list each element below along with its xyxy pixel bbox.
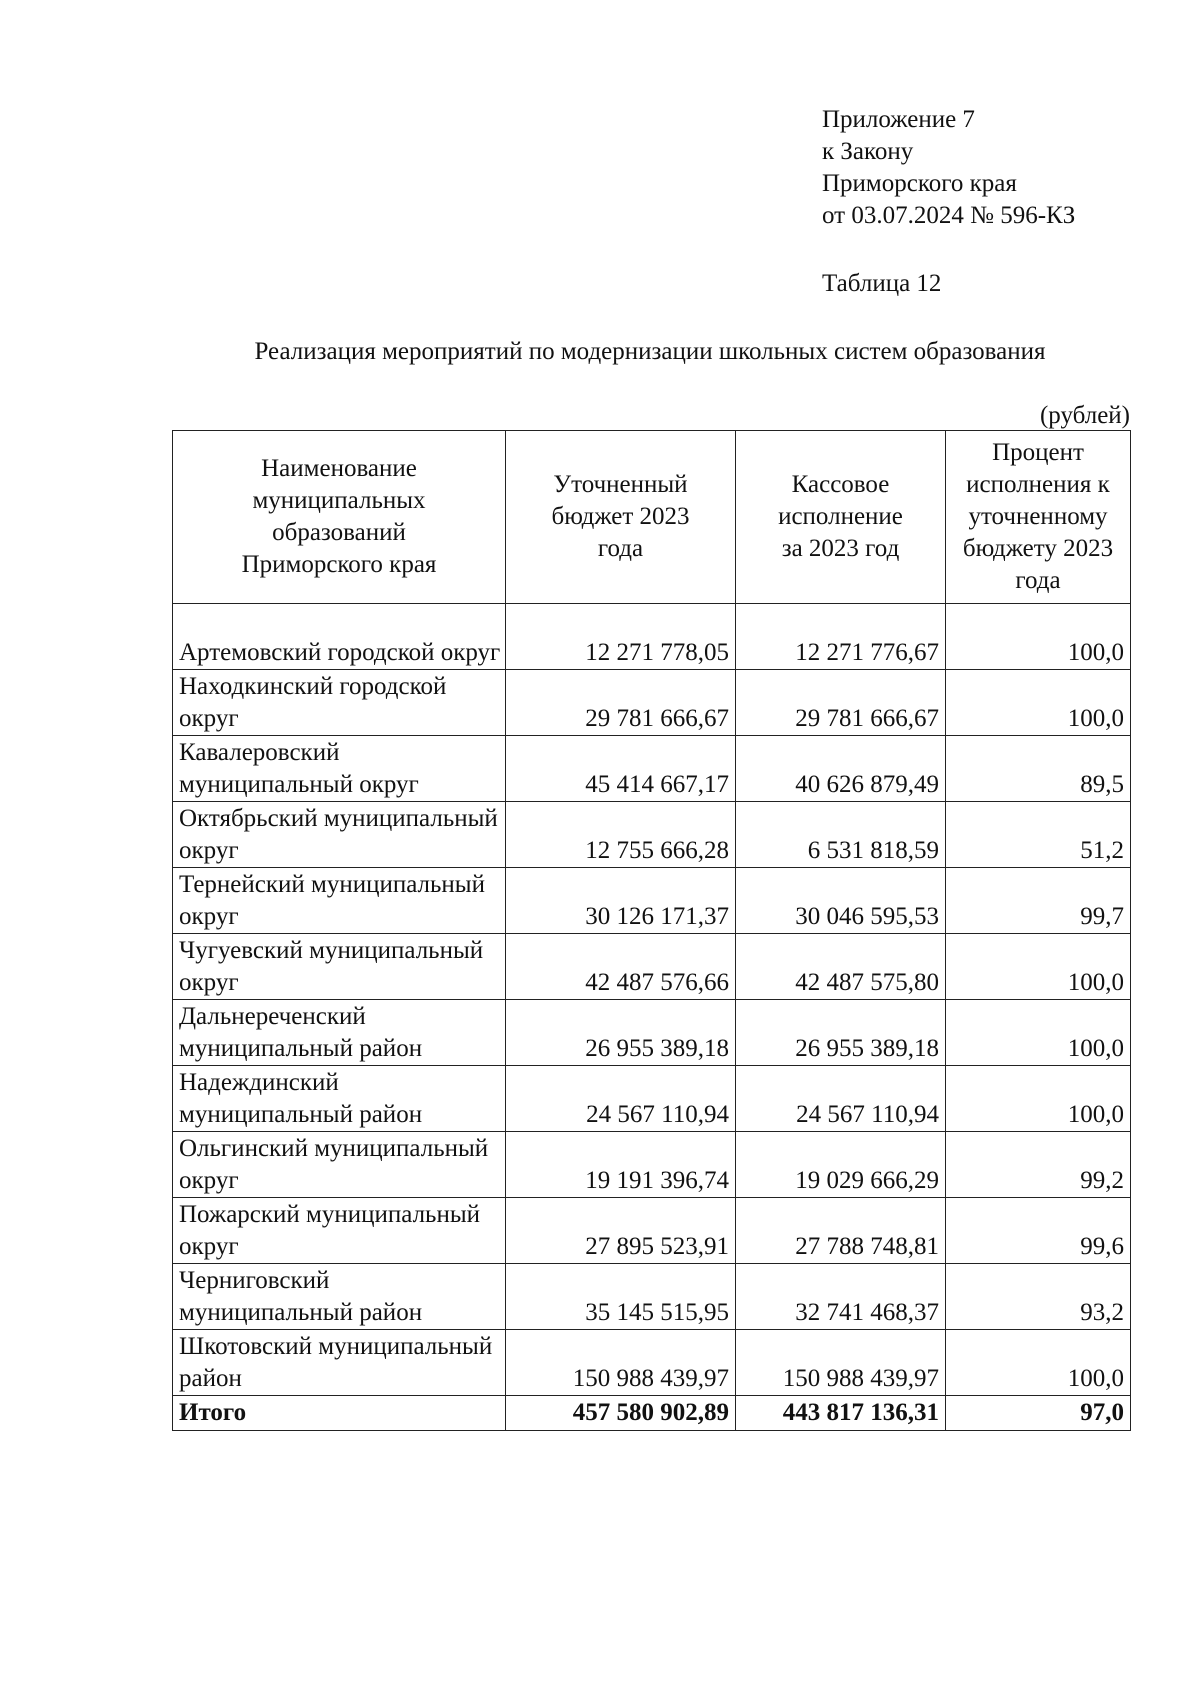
table-row (173, 1330, 1131, 1396)
table-row (173, 1198, 1131, 1264)
header-execution: Кассовое исполнение за 2023 год (736, 431, 946, 604)
cell-name: Надеждинский муниципальный район (173, 1066, 506, 1132)
cell-execution: 40 626 879,49 (736, 736, 946, 802)
table-row (173, 1066, 1131, 1132)
cell-percent: 51,2 (946, 802, 1131, 868)
total-cell-name: Итого (173, 1396, 506, 1431)
appendix-line-1: Приложение 7 (822, 106, 975, 133)
cell-budget: 26 955 389,18 (506, 1000, 736, 1066)
cell-budget: 27 895 523,91 (506, 1198, 736, 1264)
cell-execution: 29 781 666,67 (736, 670, 946, 736)
table-row (173, 802, 1131, 868)
table-row (173, 670, 1131, 736)
cell-name: Находкинский городской округ (173, 670, 506, 736)
total-cell-budget: 457 580 902,89 (506, 1396, 736, 1431)
total-row (173, 1396, 1131, 1431)
cell-budget: 19 191 396,74 (506, 1132, 736, 1198)
table-row (173, 1264, 1131, 1330)
cell-budget: 12 271 778,05 (506, 604, 736, 670)
cell-execution: 12 271 776,67 (736, 604, 946, 670)
cell-execution: 27 788 748,81 (736, 1198, 946, 1264)
appendix-line-3: Приморского края (822, 170, 1017, 197)
cell-name: Октябрьский муниципальный округ (173, 802, 506, 868)
unit-label: (рублей) (1039, 402, 1130, 429)
cell-budget: 30 126 171,37 (506, 868, 736, 934)
cell-budget: 45 414 667,17 (506, 736, 736, 802)
header-percent: Процент исполнения к уточненному бюджету 2023 года (946, 431, 1131, 604)
cell-execution: 6 531 818,59 (736, 802, 946, 868)
cell-budget: 12 755 666,28 (506, 802, 736, 868)
cell-name: Черниговский муниципальный район (173, 1264, 506, 1330)
table-header-row (173, 431, 1131, 604)
cell-name: Тернейский муниципальный округ (173, 868, 506, 934)
table-body (173, 604, 1131, 1431)
cell-budget: 24 567 110,94 (506, 1066, 736, 1132)
cell-budget: 29 781 666,67 (506, 670, 736, 736)
appendix-block (822, 104, 1075, 232)
header-name: Наименование муниципальных образований Приморского края (173, 431, 506, 604)
cell-percent: 89,5 (946, 736, 1131, 802)
header-budget: Уточненный бюджет 2023 года (506, 431, 736, 604)
cell-budget: 35 145 515,95 (506, 1264, 736, 1330)
table-row (173, 934, 1131, 1000)
cell-percent: 100,0 (946, 934, 1131, 1000)
appendix-line-2: к Закону (822, 138, 914, 165)
table-row (173, 1000, 1131, 1066)
table-number: Таблица 12 (822, 270, 942, 297)
cell-budget: 42 487 576,66 (506, 934, 736, 1000)
cell-name: Шкотовский муниципальный район (173, 1330, 506, 1396)
cell-percent: 99,7 (946, 868, 1131, 934)
cell-execution: 24 567 110,94 (736, 1066, 946, 1132)
cell-execution: 26 955 389,18 (736, 1000, 946, 1066)
cell-name: Пожарский муниципальный округ (173, 1198, 506, 1264)
cell-name: Чугуевский муниципальный округ (173, 934, 506, 1000)
cell-name: Ольгинский муниципальный округ (173, 1132, 506, 1198)
cell-percent: 100,0 (946, 1000, 1131, 1066)
cell-percent: 93,2 (946, 1264, 1131, 1330)
cell-execution: 150 988 439,97 (736, 1330, 946, 1396)
table-row (173, 868, 1131, 934)
table-row (173, 604, 1131, 670)
document-title: Реализация мероприятий по модернизации школьных систем образования (254, 338, 1046, 365)
cell-name: Дальнереченский муниципальный район (173, 1000, 506, 1066)
table-row (173, 1132, 1131, 1198)
table-row (173, 736, 1131, 802)
cell-execution: 32 741 468,37 (736, 1264, 946, 1330)
cell-execution: 30 046 595,53 (736, 868, 946, 934)
budget-table (172, 430, 1131, 1431)
cell-percent: 99,6 (946, 1198, 1131, 1264)
cell-percent: 100,0 (946, 1066, 1131, 1132)
appendix-line-4: от 03.07.2024 № 596-КЗ (822, 202, 1076, 229)
cell-percent: 99,2 (946, 1132, 1131, 1198)
cell-percent: 100,0 (946, 1330, 1131, 1396)
cell-budget: 150 988 439,97 (506, 1330, 736, 1396)
cell-percent: 100,0 (946, 604, 1131, 670)
cell-percent: 100,0 (946, 670, 1131, 736)
cell-execution: 19 029 666,29 (736, 1132, 946, 1198)
total-cell-percent: 97,0 (946, 1396, 1131, 1431)
total-cell-execution: 443 817 136,31 (736, 1396, 946, 1431)
cell-name: Артемовский городской округ (173, 604, 506, 670)
cell-name: Кавалеровский муниципальный округ (173, 736, 506, 802)
cell-execution: 42 487 575,80 (736, 934, 946, 1000)
